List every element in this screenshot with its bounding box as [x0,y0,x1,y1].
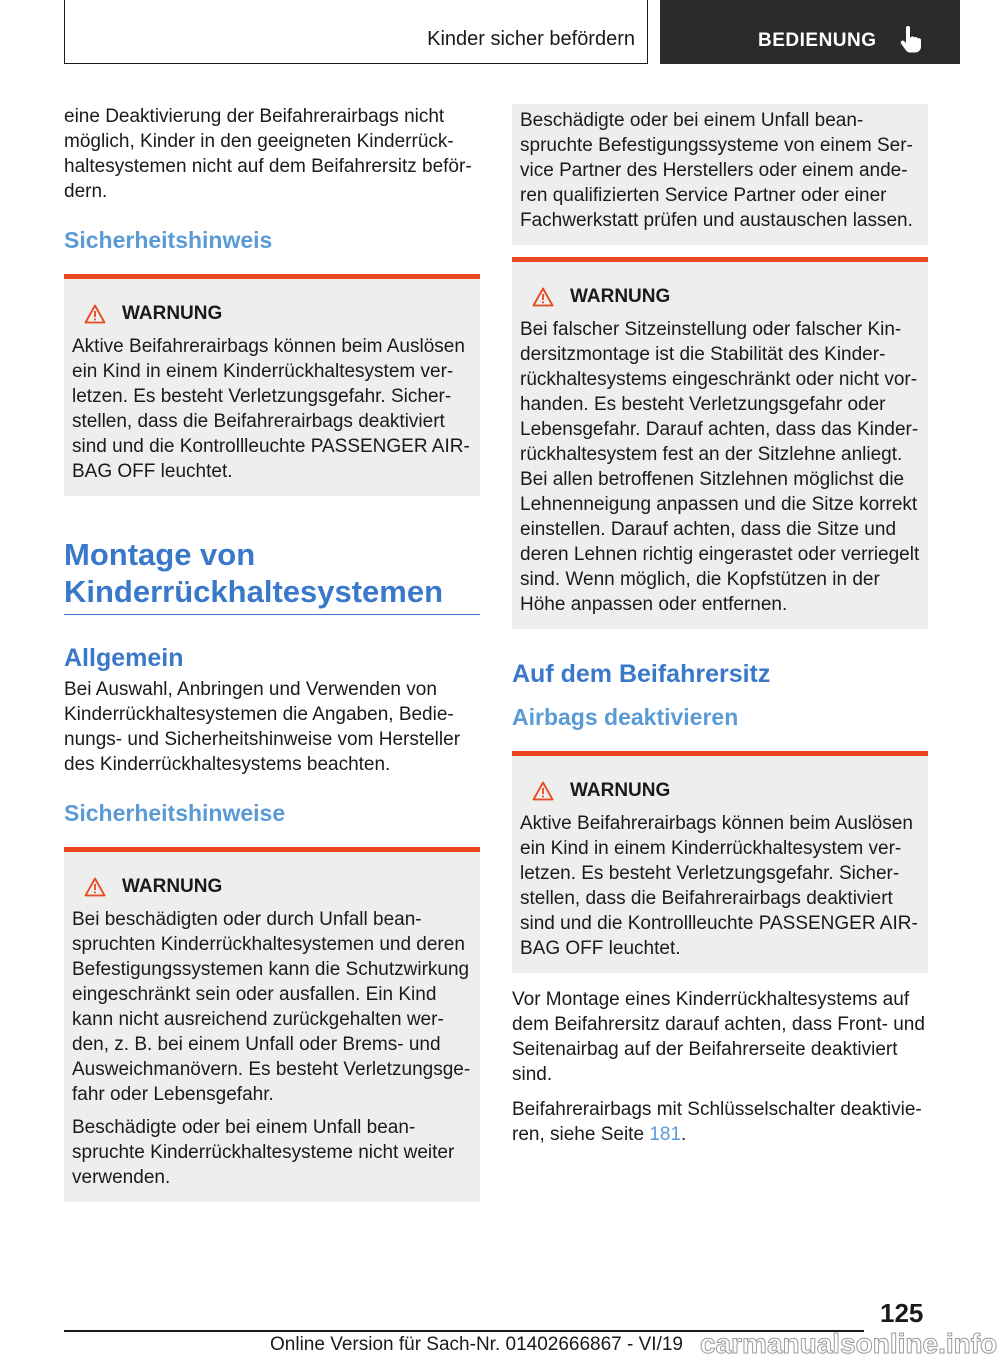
warning-header [520,284,920,309]
left-column [64,104,480,1202]
warning-triangle-icon [532,287,554,307]
warning-text: Aktive Beifahrerairbags können beim Auslösen ein Kind in einem Kinderrückhaltesystem verletzen. Es besteht Verletzungsgefahr. Sicherstellen, dass die Beifahrerairbags deaktiviert sind und die Kontrollleuchte PASSENGER AIRBAG OFF leuchtet. [520,813,918,959]
warning-text: Bei falscher Sitzeinstellung oder falscher Kindersitzmontage ist die Stabilität des Kinderrückhaltesystems eingeschränkt oder nicht vorhanden. Es besteht Verletzungsgefahr oder Lebensgefahr. Darauf achten, dass das Kinderrückhaltesystem fest an der Sitzlehne anliegt. Bei allen betroffenen Sitzlehnen möglichst die Lehnenneigung anpassen und die Sitze korrekt einstellen. Darauf achten, dass die Sitze und deren Lehnen richtig eingerastet oder verriegelt sind. Wenn möglich, die Kopfstützen in der Höhe anpassen oder entfernen. [520,319,920,615]
heading-safety-note: Sicherheitshinweis [64,227,273,253]
continued-warning-box [512,104,928,245]
page-reference-link[interactable]: 181 [649,1124,682,1145]
warning-triangle-icon [532,781,554,801]
subheading-passenger-seat: Auf dem Beifahrersitz [512,660,771,688]
mounting-paragraph: Vor Montage eines Kinderrückhaltesystems auf dem Beifahrersitz darauf achten, dass Front- und Seitenairbag auf der Beifahrerseite deaktiviert sind. [512,989,925,1085]
continued-warning-text: Beschädigte oder bei einem Unfall beanspruchte Befestigungssysteme von einem Service Partner des Herstellers oder einem anderen qualifizierten Service Partner oder einer Fachwerkstatt prüfen und austauschen lassen. [520,110,913,231]
subheading-general: Allgemein [64,644,184,672]
warning-text: Aktive Beifahrerairbags können beim Auslösen ein Kind in einem Kinderrückhaltesystem verletzen. Es besteht Verletzungsgefahr. Sicherstellen, dass die Beifahrerairbags deaktiviert sind und die Kontrollleuchte PASSENGER AIRBAG OFF leuchtet. [72,336,470,482]
warning-text: Bei beschädigten oder durch Unfall beanspruchten Kinderrückhaltesystemen und deren Befestigungssystemen kann die Schutzwirkung eingeschränkt sein oder ausfallen. Ein Kind kann nicht ausreichend zurückgehalten werden, z. B. bei einem Unfall oder Brems- und Ausweichmanövern. Es besteht Verletzungsgefahr oder Lebensgefahr. [72,909,471,1105]
hand-pointer-icon [898,26,922,54]
chapter-title: BEDIENUNG [758,30,877,51]
heading-safety-notes: Sicherheitshinweise [64,800,286,826]
intro-paragraph: eine Deaktivierung der Beifahrerairbags nicht möglich, Kinder in den geeigneten Kinderrückhaltesystemen nicht auf dem Beifahrersitz befördern. [64,106,472,202]
warning-box-4 [512,751,928,973]
online-version-note: Online Version für Sach-Nr. 01402666867 - VI/19 [270,1334,683,1355]
watermark: carmanualsonline.info [700,1328,997,1359]
warning-box-2 [64,847,480,1202]
warning-box-1 [64,274,480,496]
page-number: 125 [880,1298,924,1328]
warning-label: WARNUNG [122,303,223,324]
general-paragraph: Bei Auswahl, Anbringen und Verwenden von Kinderrückhaltesystemen die Angaben, Bedienungs- und Sicherheitshinweise vom Hersteller des Kinderrückhaltesystems beachten. [64,679,461,775]
right-column [512,104,928,1157]
warning-label: WARNUNG [122,876,223,897]
key-switch-paragraph [512,1097,928,1147]
warning-triangle-icon [84,304,106,324]
header-chapter-tab[interactable] [660,0,960,64]
section-title: Kinder sicher befördern [427,28,635,50]
warning-header [72,874,472,899]
warning-label: WARNUNG [570,286,671,307]
warning-header [520,778,920,803]
warning-header [72,301,472,326]
warning-box-3 [512,257,928,629]
heading-deactivate-airbags: Airbags deaktivieren [512,704,739,730]
warning-triangle-icon [84,877,106,897]
warning-label: WARNUNG [570,780,671,801]
key-switch-text: Beifahrerairbags mit Schlüsselschalter deaktivieren, siehe Seite [512,1099,922,1145]
key-switch-suffix: . [681,1124,687,1145]
warning-text: Beschädigte oder bei einem Unfall beanspruchte Kinderrückhaltesysteme nicht weiter verwenden. [72,1117,455,1188]
header-section-tab [64,0,648,64]
main-heading: Montage von Kinderrückhaltesystemen [64,536,480,615]
